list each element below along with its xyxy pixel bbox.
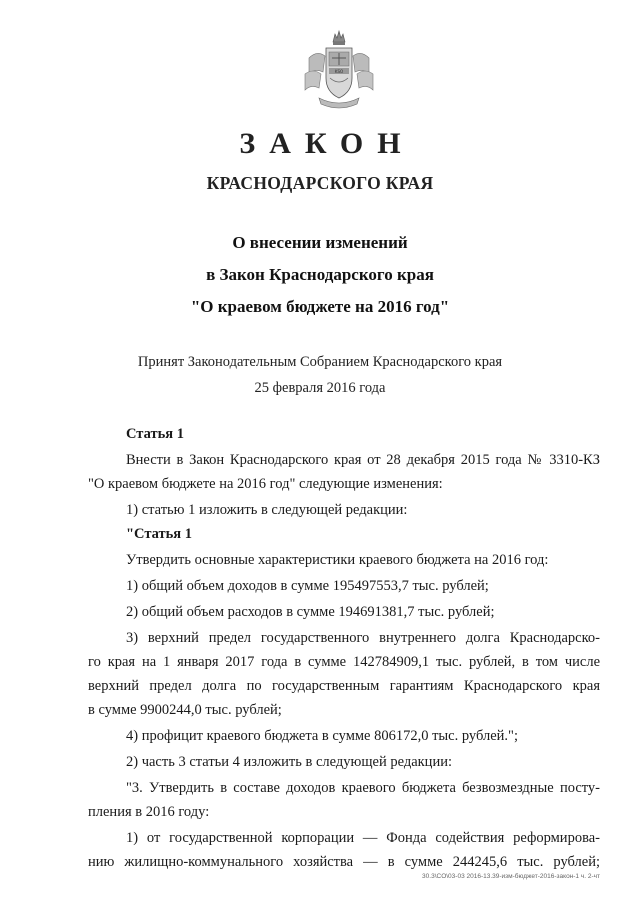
issuing-region-heading: КРАСНОДАРСКОГО КРАЯ: [206, 173, 434, 193]
law-title-line-3: "О краевом бюджете на 2016 год": [190, 297, 450, 316]
paragraph-line: в сумме 9900244,0 тыс. рублей;: [88, 702, 282, 718]
law-title-line-1: О внесении изменений: [232, 233, 408, 252]
paragraph-line: верхний предел долга по государственным гарантиям Краснодарского края: [88, 678, 600, 694]
file-reference-footer: 30.3\CO\03-03 2016-13.39-изм-бюджет-2016-закон-1 ч. 2-чт: [422, 873, 600, 880]
paragraph-line: Внести в Закон Краснодарского края от 28 декабря 2015 года № 3310-КЗ: [126, 452, 600, 468]
coat-of-arms-icon: [299, 28, 379, 112]
paragraph-line: 2) часть 3 статьи 4 изложить в следующей редакции:: [126, 754, 452, 770]
paragraph-line: нию жилищно-коммунального хозяйства — в сумме 244245,6 тыс. рублей;: [88, 854, 600, 870]
quoted-article-heading: "Статья 1: [126, 526, 193, 542]
paragraph-line: Утвердить основные характеристики краевого бюджета на 2016 год:: [126, 552, 549, 568]
law-title-line-2: в Закон Краснодарского края: [206, 265, 434, 284]
article-heading: Статья 1: [126, 426, 184, 442]
adoption-statement: Принят Законодательным Собранием Краснодарского края: [137, 354, 503, 370]
paragraph-line: "3. Утвердить в составе доходов краевого бюджета безвозмездные посту-: [126, 780, 600, 796]
paragraph-line: 4) профицит краевого бюджета в сумме 806172,0 тыс. рублей.";: [126, 728, 519, 744]
document-type-heading: ЗАКОН: [239, 127, 415, 160]
adoption-date: 25 февраля 2016 года: [254, 380, 386, 396]
paragraph-line: "О краевом бюджете на 2016 год" следующие изменения:: [88, 476, 443, 492]
paragraph-line: 1) статью 1 изложить в следующей редакции:: [126, 502, 408, 518]
paragraph-line: го края на 1 января 2017 года в сумме 142784909,1 тыс. рублей, в том числе: [88, 654, 600, 670]
paragraph-line: пления в 2016 году:: [88, 804, 210, 820]
paragraph-line: 2) общий объем расходов в сумме 194691381,7 тыс. рублей;: [126, 604, 495, 620]
paragraph-line: 1) общий объем доходов в сумме 195497553,7 тыс. рублей;: [126, 578, 489, 594]
svg-text:KSO: KSO: [334, 69, 344, 74]
paragraph-line: 1) от государственной корпорации — Фонда содействия реформирова-: [126, 830, 600, 846]
paragraph-line: 3) верхний предел государственного внутреннего долга Краснодарско-: [126, 630, 600, 646]
